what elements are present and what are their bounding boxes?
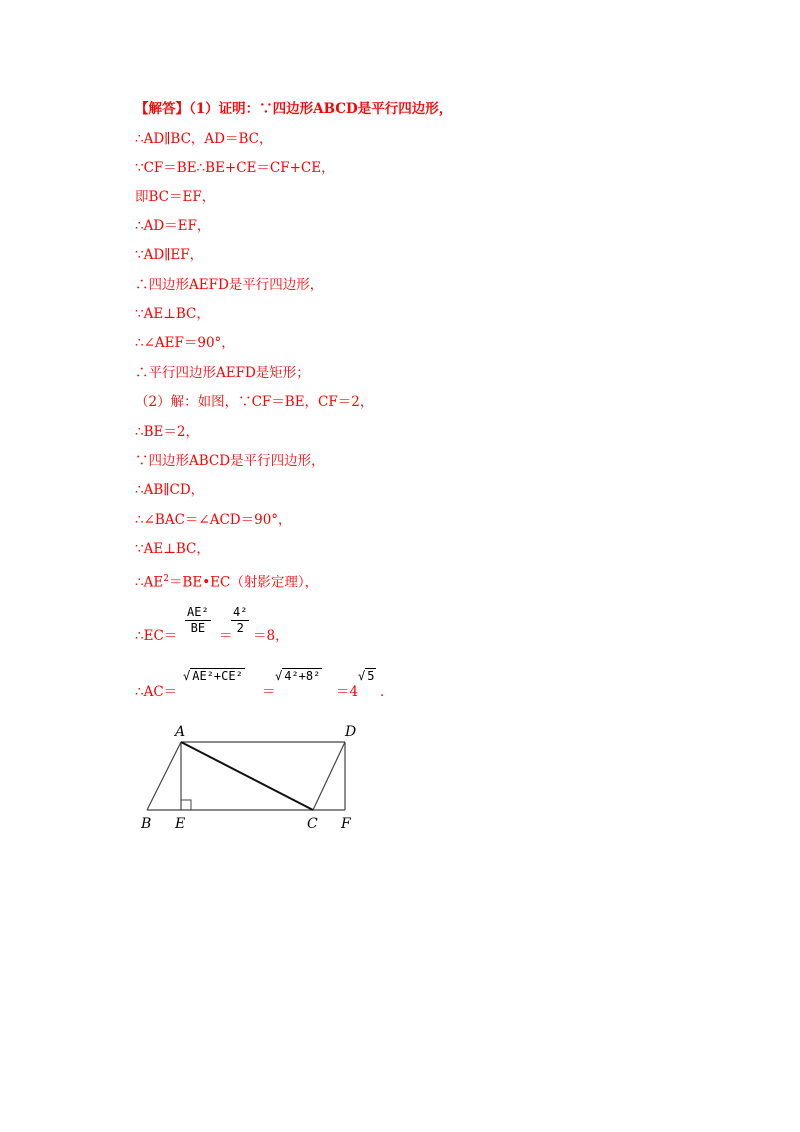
answer-line-11 [135,393,373,411]
line-text: ∴AB∥CD， [135,482,205,498]
radicand-3: 5 [367,669,375,683]
fraction-denominator: 2 [236,621,244,635]
parallelogram-figure [135,720,375,835]
ec-formula [135,605,435,655]
line-text: 即BC＝EF， [135,189,216,205]
ac-result-wrap [336,683,358,701]
answer-line-10 [135,364,310,382]
answer-line-6 [135,246,203,264]
answer-line-4 [135,188,215,206]
ae2-sup: 2 [163,574,169,584]
label-c: C [307,816,318,832]
answer-line-13 [135,452,325,470]
ec-equals: ＝ [219,628,233,644]
segment-ab [147,742,181,810]
ac-result-coef: ＝4 [336,684,359,700]
line-text: ∴∠AEF＝90°， [135,335,235,351]
fraction-4sq-over-2 [231,605,249,636]
label-a: A [175,724,186,740]
segment-dc [313,742,345,810]
line-text: （2）解：如图，∵CF＝BE，CF＝2， [135,394,374,410]
answer-line-9 [135,334,235,352]
ac-end-wrap [380,683,394,701]
fraction-denominator: BE [190,621,206,635]
ac-end: ． [380,684,394,700]
line-text: ∵AE⊥BC， [135,541,210,557]
ac-prefix: ∴AC＝ [135,684,178,700]
line-text: ∴∠BAC＝∠ACD＝90°， [135,512,292,528]
answer-line-1 [135,100,452,118]
label-f: F [341,816,351,832]
ec-prefix: ∴EC＝ [135,628,178,644]
label-b: B [141,816,152,832]
ac-eq-wrap [262,683,276,701]
line-text: ∵CF＝BE∴BE+CE＝CF+CE， [135,160,335,176]
answer-heading-1: 【解答】（1）证明：∵四边形ABCD是平行四边形， [135,101,453,117]
ae2-prefix: ∴AE [135,574,164,591]
answer-line-15 [135,511,292,529]
line-text: ∵AE⊥BC， [135,306,210,322]
label-d: D [345,724,357,740]
line-text: ∴平行四边形AEFD是矩形； [135,365,310,381]
line-text: ∴AD＝EF， [135,218,211,234]
answer-line-3 [135,159,335,177]
answer-line-12 [135,423,199,441]
fraction-numerator: AE² [187,605,209,619]
fraction-numerator: 4² [233,605,248,619]
line-text: ∵AD∥EF， [135,247,204,263]
ac-radical-3: √ 5 [358,669,375,683]
ec-result: ＝8， [253,628,289,644]
right-angle-marker [181,800,191,810]
answer-line-2 [135,130,272,148]
radicand-2: 4²+8² [284,669,321,683]
answer-line-16 [135,540,210,558]
answer-line-17 [135,570,318,592]
ae2-suffix: ＝BE•EC（射影定理）， [168,574,319,591]
answer-line-8 [135,305,210,323]
answer-line-14 [135,481,204,499]
ac-radical-2: √ 4²+8² [275,669,321,683]
radicand-1: AE²+CE² [192,669,243,683]
line-text: ∴四边形AEFD是平行四边形， [135,277,324,293]
segment-ac [181,742,313,810]
ac-prefix-wrap [135,683,177,701]
line-text: ∴AD∥BC，AD＝BC， [135,131,273,147]
answer-line-7 [135,276,323,294]
label-e: E [175,816,186,832]
fraction-ae2-over-be [185,605,211,636]
ac-radical-1: √ AE²+CE² [183,669,243,683]
answer-line-5 [135,217,210,235]
ac-equals: ＝ [262,684,276,700]
line-text: ∵四边形ABCD是平行四边形， [135,453,325,469]
line-text: ∴BE＝2， [135,424,199,440]
